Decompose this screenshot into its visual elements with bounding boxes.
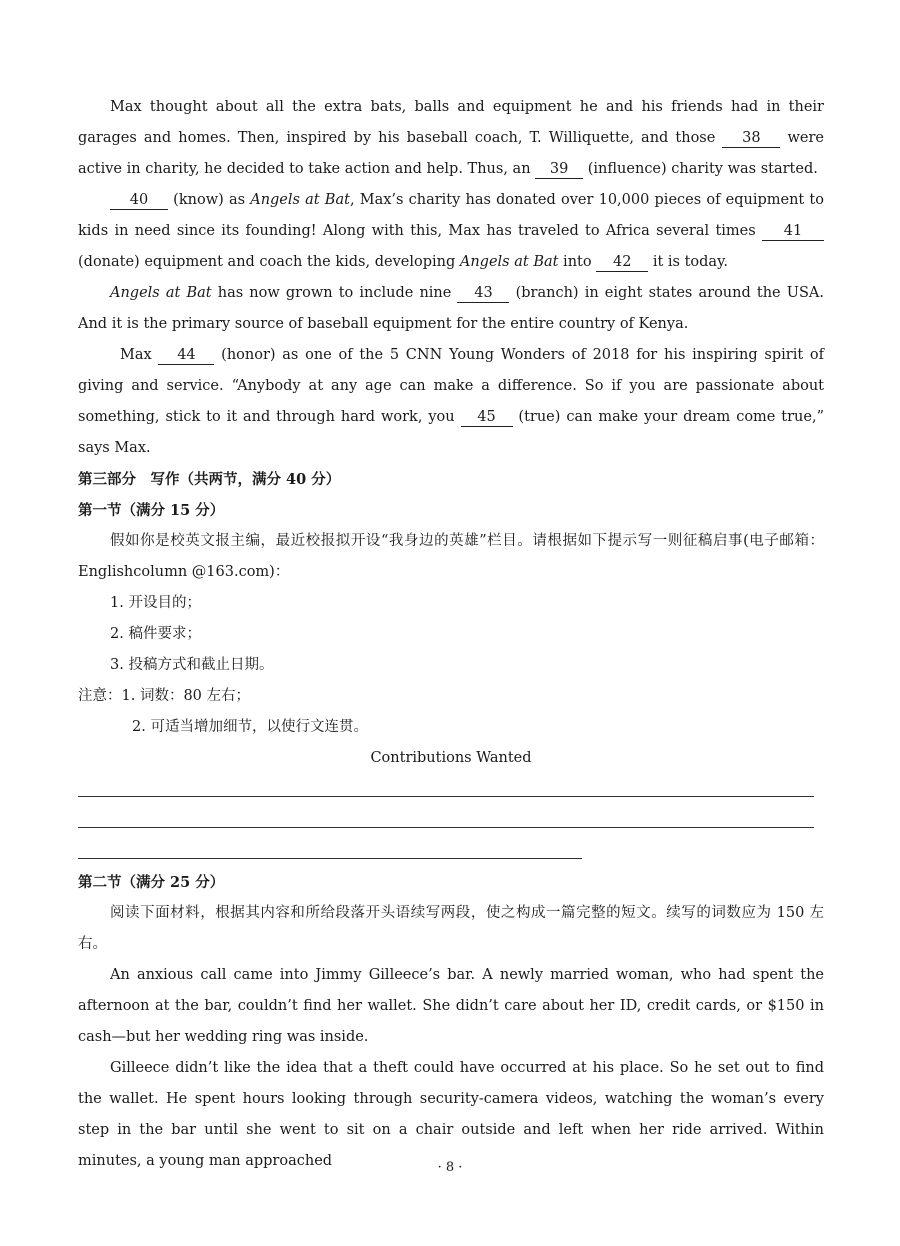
section2-heading: 第二节（满分 25 分） bbox=[78, 874, 225, 891]
blank-44[interactable]: 44 bbox=[158, 347, 214, 365]
text-run: were active in charity, he decided to take action and help. Thus, an bbox=[78, 130, 824, 177]
list-item-2: 2. 稿件要求； bbox=[110, 626, 201, 642]
document-page bbox=[78, 92, 824, 1177]
text-run: (honor) as one of the 5 CNN Young Wonders of 2018 for his inspiring spirit of giving and service. “Anybody at any age can make a difference. So if you are passionate about something, stick to it and through hard work, you bbox=[78, 347, 825, 425]
blank-41[interactable]: 41 bbox=[762, 223, 824, 241]
blank-40[interactable]: 40 bbox=[110, 192, 168, 210]
text-run: (donate) equipment and coach the kids, developing bbox=[78, 254, 460, 270]
blank-38[interactable]: 38 bbox=[722, 130, 780, 148]
text-run: (know) as bbox=[168, 192, 251, 208]
section1-intro: 假如你是校英文报主编，最近校报拟开设“我身边的英雄”栏目。请根据如下提示写一则征稿启事(电子邮箱：Englishcolumn @163.com)： bbox=[78, 533, 824, 580]
text-run: Max bbox=[120, 347, 159, 363]
passage-paragraph-4 bbox=[78, 340, 824, 464]
blank-42[interactable]: 42 bbox=[596, 254, 648, 272]
blank-39[interactable]: 39 bbox=[535, 161, 583, 179]
text-run: (branch) in eight states around the USA. And it is the primary source of baseball equipment for the entire country of Kenya. bbox=[78, 285, 824, 332]
story-paragraph-2: Gilleece didn’t like the idea that a theft could have occurred at his place. So he set out to find the wallet. He spent hours looking through security-camera videos, watching the woman’s every step in the bar until she went to sit on a chair outside and left when her ride arrived. Within minutes, a young man approached bbox=[78, 1060, 824, 1169]
list-item-1: 1. 开设目的； bbox=[110, 595, 201, 611]
story-paragraph-1: An anxious call came into Jimmy Gilleece’s bar. A newly married woman, who had spent the afternoon at the bar, couldn’t find her wallet. She didn’t care about her ID, credit cards, or $150 in cash—but her wedding ring was inside. bbox=[78, 967, 824, 1045]
text-run: it is today. bbox=[648, 254, 728, 270]
blank-45[interactable]: 45 bbox=[461, 409, 513, 427]
note-2: 2. 可适当增加细节，以使行文连贯。 bbox=[132, 719, 368, 735]
blank-43[interactable]: 43 bbox=[457, 285, 509, 303]
passage-paragraph-1 bbox=[78, 92, 824, 185]
text-run: has now grown to include nine bbox=[211, 285, 458, 301]
section2-intro: 阅读下面材料，根据其内容和所给段落开头语续写两段，使之构成一篇完整的短文。续写的词数应为 150 左右。 bbox=[78, 905, 824, 952]
italic-title: Angels at Bat bbox=[459, 254, 559, 270]
italic-title: Angels at Bat bbox=[250, 192, 350, 208]
page-number: · 8 · bbox=[437, 1160, 463, 1175]
text-run: (true) can make your dream come true,” says Max. bbox=[78, 409, 824, 456]
italic-title: Angels at Bat bbox=[110, 285, 212, 301]
part3-heading: 第三部分 写作（共两节，满分 40 分） bbox=[78, 471, 341, 488]
text-run: Max thought about all the extra bats, balls and equipment he and his friends had in their garages and homes. Then, inspired by his baseball coach, T. Williquette, and those bbox=[78, 99, 824, 146]
text-run: (influence) charity was started. bbox=[583, 161, 818, 177]
section1-heading: 第一节（满分 15 分） bbox=[78, 502, 225, 519]
passage-paragraph-3 bbox=[78, 278, 824, 340]
note-1: 注意：1. 词数：80 左右； bbox=[78, 688, 251, 704]
essay-title: Contributions Wanted bbox=[370, 750, 532, 766]
list-item-3: 3. 投稿方式和截止日期。 bbox=[110, 657, 274, 673]
text-run: , Max’s charity has donated over 10,000 pieces of equipment to kids in need since its founding! Along with this, Max has traveled to Africa several times bbox=[78, 192, 824, 239]
passage-paragraph-2 bbox=[78, 185, 824, 278]
text-run: into bbox=[558, 254, 597, 270]
